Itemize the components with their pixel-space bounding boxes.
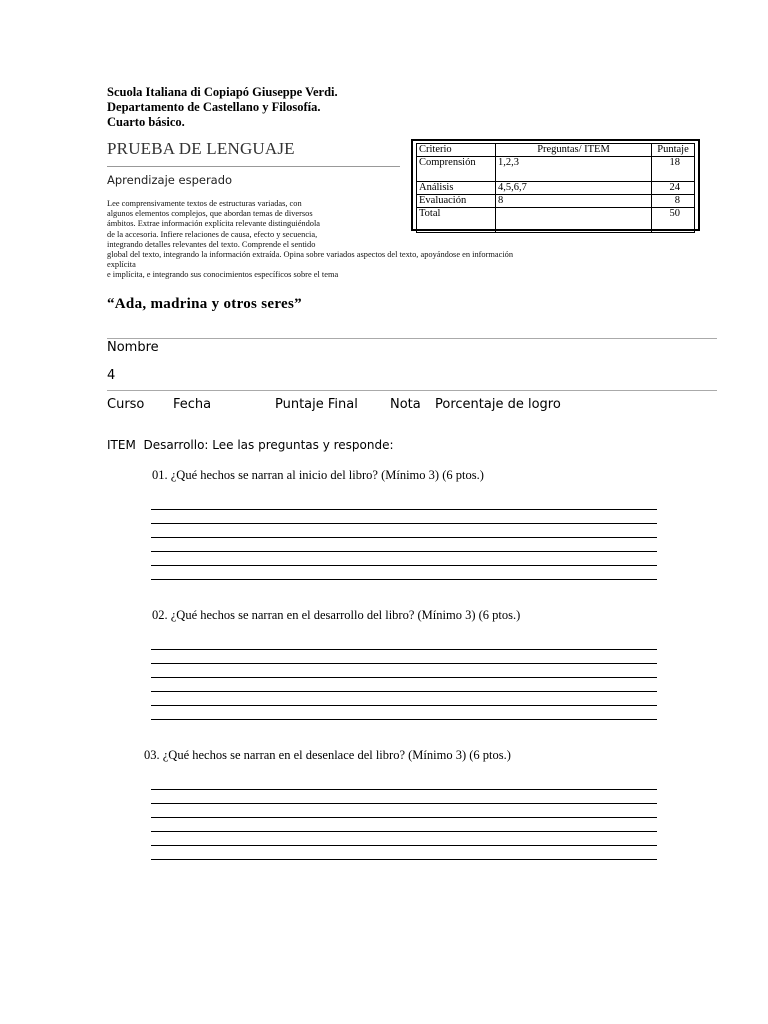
test-title: PRUEBA DE LENGUAJE [107,139,295,158]
answer-line[interactable] [151,818,657,832]
answer-line[interactable] [151,706,657,720]
achievement-label: Porcentaje de logro [435,397,561,412]
objective-line: e implícita, e integrando sus conocimientos específicos sobre el tema [107,270,339,280]
course-value: 4 [107,368,116,383]
answer-line[interactable] [151,510,657,524]
section-header [107,438,394,452]
student-info-labels [107,397,561,412]
answer-line[interactable] [151,804,657,818]
learning-objective-heading: Aprendizaje esperado [107,173,233,187]
section-instructions: Desarrollo: Lee las preguntas y responde: [143,438,394,452]
final-score-label: Puntaje Final [275,397,358,412]
table-cell: 4,5,6,7 [496,182,652,195]
table-cell: 50 [652,208,695,233]
column-header-criterio: Criterio [417,144,496,157]
answer-line[interactable] [151,846,657,860]
answer-line[interactable] [151,538,657,552]
table-cell: Total [417,208,496,233]
column-header-preguntas: Preguntas/ ITEM [496,144,652,157]
title-divider [107,166,400,167]
table-row [417,157,695,182]
table-cell: Evaluación [417,195,496,208]
answer-line[interactable] [151,552,657,566]
table-cell [496,208,652,233]
table-cell: 24 [652,182,695,195]
question-3: 03. ¿Qué hechos se narran en el desenlace del libro? (Mínimo 3) (6 ptos.) [144,748,511,762]
table-cell: Análisis [417,182,496,195]
column-header-puntaje: Puntaje [652,144,695,157]
grade-level: Cuarto básico. [107,115,185,129]
answer-line[interactable] [151,650,657,664]
divider [107,390,717,391]
answer-line[interactable] [151,790,657,804]
answer-line[interactable] [151,776,657,790]
objective-line: Lee comprensivamente textos de estructuras variadas, con [107,199,302,208]
table-row [417,195,695,208]
book-title: “Ada, madrina y otros seres” [107,296,302,312]
answer-lines-3[interactable] [151,776,657,860]
answer-line[interactable] [151,664,657,678]
date-label: Fecha [173,397,212,412]
answer-line[interactable] [151,566,657,580]
objective-line: integrando detalles relevantes del texto. Comprende el sentido [107,239,316,249]
question-2: 02. ¿Qué hechos se narran en el desarrollo del libro? (Mínimo 3) (6 ptos.) [152,608,521,622]
department-name: Departamento de Castellano y Filosofía. [107,100,321,114]
objective-line: de la accesoria. Infiere relaciones de causa, efecto y secuencia, [107,229,318,239]
table-cell: 18 [652,157,695,182]
divider [107,338,717,339]
objective-line: algunos elementos complejos, que abordan temas de diversos [107,209,313,219]
course-label: Curso [107,397,145,412]
name-label: Nombre [107,340,159,355]
table-row [417,208,695,233]
table-cell: 1,2,3 [496,157,652,182]
table-header-row [417,144,695,157]
school-header [107,85,338,130]
table-cell: 8 [496,195,652,208]
answer-line[interactable] [151,496,657,510]
answer-lines-2[interactable] [151,636,657,720]
answer-line[interactable] [151,832,657,846]
answer-line[interactable] [151,636,657,650]
answer-line[interactable] [151,692,657,706]
answer-line[interactable] [151,524,657,538]
answer-lines-1[interactable] [151,496,657,580]
grade-label: Nota [390,397,421,412]
criteria-table [411,139,700,231]
school-name: Scuola Italiana di Copiapó Giuseppe Verdi. [107,85,338,99]
question-1: 01. ¿Qué hechos se narran al inicio del libro? (Mínimo 3) (6 ptos.) [152,468,484,482]
objective-line: ámbitos. Extrae información explícita relevante distinguiéndola [107,219,321,229]
answer-line[interactable] [151,678,657,692]
table-cell: Comprensión [417,157,496,182]
objective-line: explícita [107,260,136,270]
table-cell: 8 [652,195,695,208]
objective-line: global del texto, integrando la información extraída. Opina sobre variados aspectos del texto, apoyándose en información [107,250,514,260]
item-label: ITEM [107,438,136,452]
table-row [417,182,695,195]
